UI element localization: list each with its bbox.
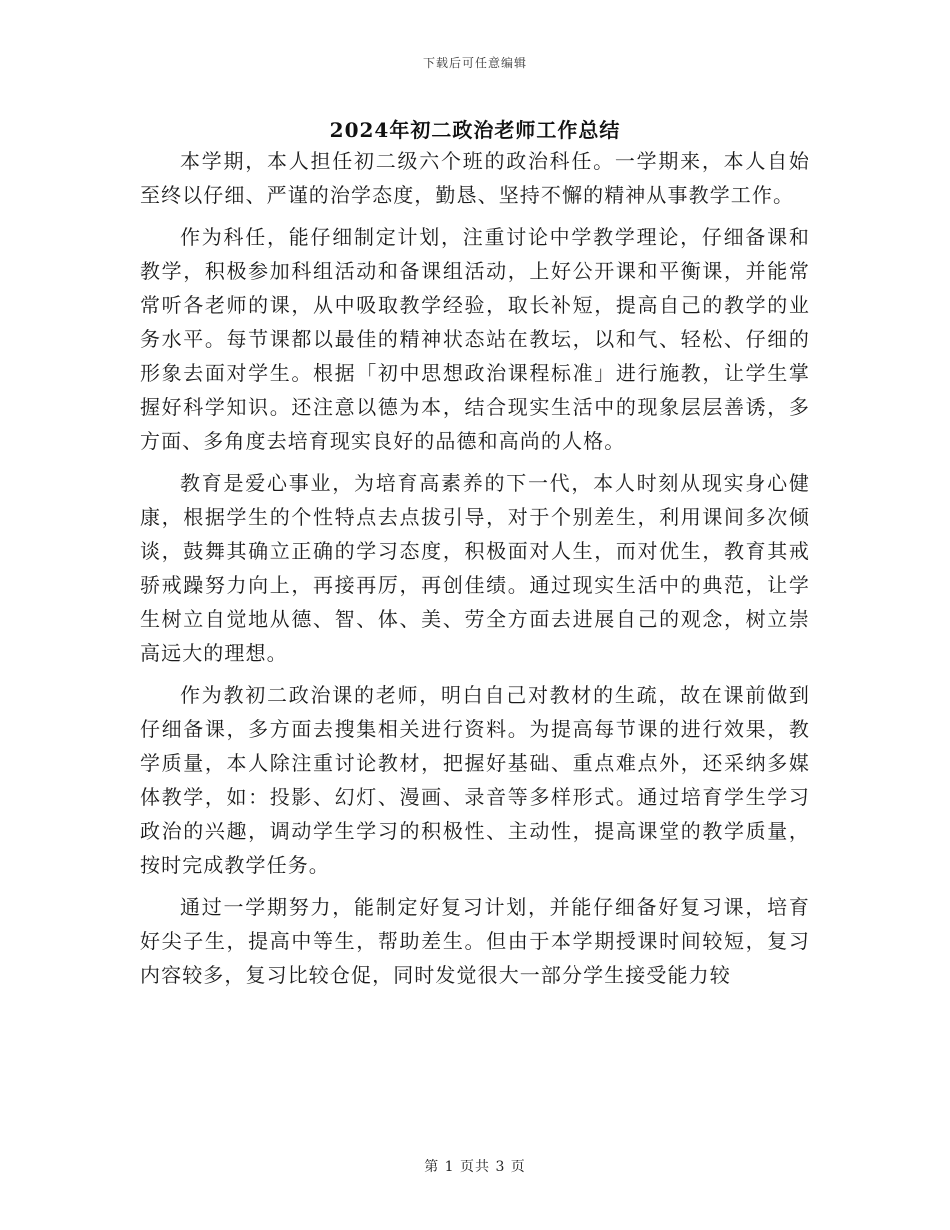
page-indicator: 第 1 页共 3 页 xyxy=(424,1159,526,1175)
paragraph-4: 作为教初二政治课的老师，明白自己对教材的生疏，故在课前做到仔细备课，多方面去搜集相关进行资料。为提高每节课的进行效果，教学质量，本人除注重讨论教材，把握好基础、重点难点外，还采纳多媒体教学，如：投影、幻灯、漫画、录音等多样形式。通过培育学生学习政治的兴趣，调动学生学习的积极性、主动性，提高课堂的教学质量，按时完成教学任务。 xyxy=(140,683,810,877)
document-body xyxy=(140,144,810,992)
paragraph-3: 教育是爱心事业，为培育高素养的下一代，本人时刻从现实身心健康，根据学生的个性特点去点拔引导，对于个别差生，利用课间多次倾谈，鼓舞其确立正确的学习态度，积极面对人生，而对优生，教育其戒骄戒躁努力向上，再接再厉，再创佳绩。通过现实生活中的典范，让学生树立自觉地从德、智、体、美、劳全方面去进展自己的观念，树立崇高远大的理想。 xyxy=(140,471,810,665)
paragraph-2: 作为科任，能仔细制定计划，注重讨论中学教学理论，仔细备课和教学，积极参加科组活动和备课组活动，上好公开课和平衡课，并能常常听各老师的课，从中吸取教学经验，取长补短，提高自己的教学的业务水平。每节课都以最佳的精神状态站在教坛，以和气、轻松、仔细的形象去面对学生。根据「初中思想政治课程标准」进行施教，让学生掌握好科学知识。还注意以德为本，结合现实生活中的现象层层善诱，多方面、多角度去培育现实良好的品德和高尚的人格。 xyxy=(140,225,810,453)
paragraph-5: 通过一学期努力，能制定好复习计划，并能仔细备好复习课，培育好尖子生，提高中等生，帮助差生。但由于本学期授课时间较短，复习内容较多，复习比较仓促，同时发觉很大一部分学生接受能力较 xyxy=(140,895,810,987)
paragraph-1: 本学期，本人担任初二级六个班的政治科任。一学期来，本人自始至终以仔细、严谨的治学态度，勤恳、坚持不懈的精神从事教学工作。 xyxy=(140,149,810,207)
document-title: 2024年初二政治老师工作总结 xyxy=(329,118,621,142)
header-note: 下载后可任意编辑 xyxy=(422,56,527,70)
